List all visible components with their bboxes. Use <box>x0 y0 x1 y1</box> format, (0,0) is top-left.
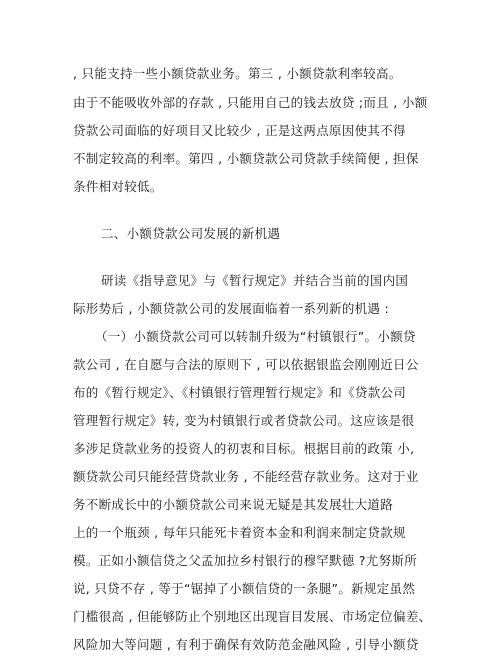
paragraph-line: 不制定较高的利率。第四 , 小额贷款公司贷款手续简便 , 担保 <box>73 151 419 166</box>
paragraph-line: 管理暂行规定》转, 变为村镇银行或者贷款公司。这应该是很 <box>73 413 415 428</box>
paragraph-line: 上的一个瓶颈 , 每年只能死卡着资本金和利润来制定贷款规 <box>73 525 406 540</box>
paragraph-line: 款公司 , 在自愿与合法的原则下 , 可以依据银监会刚刚近日公 <box>73 357 419 372</box>
paragraph-line: 贷款公司面临的好项目又比较少 , 正是这两点原因使其不得 <box>73 123 406 138</box>
paragraph-line: 风险加大等问题 , 有利于确保有效防范金融风险 , 引导小额贷 <box>73 637 419 652</box>
paragraph-line: 务不断成长中的小额贷款公司来说无疑是其发展壮大道路 <box>73 497 394 512</box>
paragraph-line: 多涉足贷款业务的投资人的初衷和目标。根据目前的政策 小, <box>73 441 415 456</box>
paragraph-line: 额贷款公司只能经营贷款业务 , 不能经营存款业务。这对于业 <box>73 469 419 484</box>
paragraph-line: 布的《暂行规定》、《村镇银行管理暂行规定》和《贷款公司 <box>73 385 407 400</box>
paragraph-line: （一）小额贷款公司可以转制升级为“村镇银行”。小额贷 <box>95 329 416 344</box>
paragraph-line: , 只能支持一些小额贷款业务。第三 , 小额贷款利率较高。 <box>73 66 402 81</box>
paragraph-line: 门槛很高 , 但能够防止个别地区出现盲目发展、市场定位偏差、 <box>73 609 432 624</box>
section-heading: 二、小额贷款公司发展的新机遇 <box>101 226 281 241</box>
paragraph-line: 由于不能吸收外部的存款 , 只能用自己的钱去放贷 ;而且 , 小额 <box>73 95 428 110</box>
paragraph-line: 际形势后 , 小额贷款公司的发展面临着一系列新的机遇 : <box>73 301 390 316</box>
paragraph-line: 模。正如小额信贷之父孟加拉乡村银行的穆罕默德 ?尤努斯所 <box>73 553 418 568</box>
paragraph-line: 说, 只贷不存 , 等于“锯掉了小额信贷的一条腿”。新规定虽然 <box>73 581 416 596</box>
paragraph-line: 条件相对较低。 <box>73 179 163 194</box>
paragraph-line: 研读《指导意见》与《暂行规定》并结合当前的国内国 <box>101 273 409 288</box>
